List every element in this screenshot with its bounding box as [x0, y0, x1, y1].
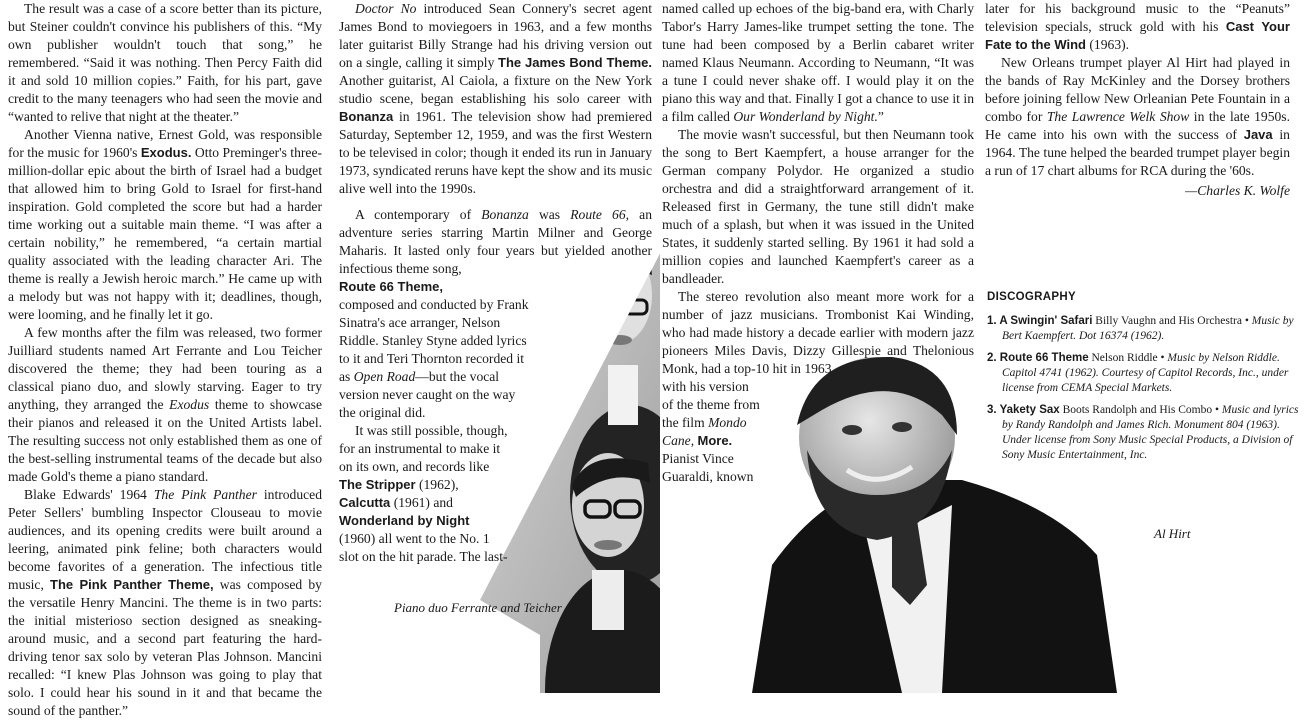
paragraph: The movie wasn't successful, but then Neumann took the song to Bert Kaempfert, a house arranger for the German company Polydor. He organized a studio orchestra and did a straightforward arrangement of it. Released first in Germany, the tune still didn't make much of a splash, but when it was issued in the United States, it suddenly started selling. By 1961 it had sold a million copies and launched Kaempfert's career as a bandleader.: [662, 127, 974, 286]
article-column-2: [339, 0, 652, 566]
photo-caption-ferrante-teicher: Piano duo Ferrante and Teicher: [394, 600, 562, 615]
discography-heading: DISCOGRAPHY: [987, 291, 1076, 303]
article-column-1: [8, 0, 322, 720]
paragraph: Another Vienna native, Ernest Gold, was responsible for the music for 1960's Exodus. Otto Preminger's three-million-dollar epic about the birth of Israel had a budget that allowed him to bring Gold to Israel for first-hand inspiration. Gold completed the score but had a harder time working out a suitable main theme. “I was after a certain nobility,” he remembered, “a certain martial quality associated with the leading character Ari. The theme is really a Jewish heroic march.” He came up with a melody but was not happy with it; deadlines, though, were looming, and he finally let it go.: [8, 127, 323, 322]
paragraph: Route 66 Theme,: [339, 279, 444, 294]
paragraph: Blake Edwards' 1964 The Pink Panther introduced Peter Sellers' bumbling Inspector Clouseau to movie audiences, and its opening credits were built around a leering, animated pink feline; both characters would become favorites of a generation. The infectious title music, The Pink Panther Theme, was composed by the versatile Henry Mancini. The theme is in two parts: the initial misterioso section designed as sneaking-around music, and a second part featuring the hard-driving tenor sax solo by veteran Plas Johnson. Mancini recalled: “I knew Plas Johnson was going to play that solo. I could hear his sound in it and that became the sound of the panther.”: [8, 487, 322, 718]
article-column-3: [662, 0, 974, 486]
paragraph: A few months after the film was released, two former Juilliard students named Art Ferrante and Lou Teicher discovered the theme; they had been touring as a classical piano duo, and slowly starving. Eager to try anything, they arranged the Exodus theme to showcase their pianos and released it on the United Artists label. The resulting success not only established them as one of the best-selling instrumental teams of the decade but also made Gold's theme a piano standard.: [8, 325, 323, 484]
paragraph: named called up echoes of the big-band era, with Charly Tabor's Harry James-like trumpet setting the tone. The tune had been composed by a Berlin cabaret writer named Klaus Neumann. According to Neumann, “It was a tune I could never shake off. I would play it on the piano this way and that. Finally I got a chance to use it in a film called Our Wonderland by Night.”: [662, 1, 974, 124]
paragraph: It was still possible, though, for an instrumental to make it on its own, and records like The Stripper (1962), Calcutta (1961) and Wonderland by Night (1960) all went to the No. 1 slot on the hit parade. The last-: [339, 423, 508, 564]
author-signature: —Charles K. Wolfe: [1185, 183, 1290, 198]
discography-entry: 1. A Swingin' Safari Billy Vaughn and His Orchestra • Music by Bert Kaempfert. Dot 16374 (1962).: [987, 315, 1294, 342]
paragraph: New Orleans trumpet player Al Hirt had played in the bands of Ray McKinley and the Dorsey brothers before joining fellow New Orleanian Pete Fountain in a combo for The Lawrence Welk Show in the late 1950s. He came into his own with the success of Java in 1964. The tune helped the bearded trumpet player begin a run of 17 chart albums for RCA during the '60s.: [985, 55, 1290, 178]
paragraph: composed and conducted by Frank Sinatra's ace arranger, Nelson Riddle. Stanley Styne added lyrics to it and Teri Thornton recorded it as Open Road—but the vocal version never caught on the way the original did.: [339, 297, 529, 420]
paragraph: with his version of the theme from the film Mondo Cane, More. Pianist Vince Guaraldi, known: [662, 379, 760, 484]
discography-entry: 3. Yakety Sax Boots Randolph and His Combo • Music and lyrics by Randy Randolph and James Rich. Monument 804 (1963). Under license from Sony Music Special Products, a Division of Sony Music Entertainment, Inc.: [987, 404, 1299, 461]
paragraph: The stereo revolution also meant more work for a number of jazz musicians. Trombonist Kai Winding, who had made history a decade earlier with modern jazz pioneers Miles Davis, Dizzy Gillespie and Thelonious Monk, had a top-10 hit in 1963: [662, 289, 974, 376]
paragraph: Doctor No introduced Sean Connery's secret agent James Bond to moviegoers in 1963, and a few months later guitarist Billy Strange had his driving version out on a single, calling it simply The James Bond Theme. Another guitarist, Al Caiola, a fixture on the New York studio scene, began establishing his solo career with Bonanza in 1961. The television show had premiered Saturday, September 12, 1959, and was the first Western to be televised in color; though it ended its run in January 1973, syndicated reruns have kept the show and its music alive well into the 1990s.: [339, 1, 652, 196]
article-column-4: [985, 0, 1290, 200]
paragraph: A contemporary of Bonanza was Route 66, an adventure series starring Martin Milner and George Maharis. It lasted only four years but yielded another infectious theme song,: [339, 207, 652, 276]
discography-box: [987, 290, 1299, 470]
paragraph: later for his background music to the “Peanuts” television specials, struck gold with his Cast Your Fate to the Wind (1963).: [985, 1, 1290, 52]
discography-entry: 2. Route 66 Theme Nelson Riddle • Music by Nelson Riddle. Capitol 4741 (1962). Courtesy of Capitol Records, Inc., under license from CEMA Special Markets.: [987, 352, 1289, 394]
paragraph: The result was a case of a score better than its picture, but Steiner couldn't convince his publishers of this. “My own publisher wouldn't touch that song,” he remembered. “Said it was nothing. Then Percy Faith did it and sold 10 million copies.” Faith, for his part, gave credit to the many teenagers who had seen the movie and “wanted to relive that night at the theater.”: [8, 1, 322, 124]
photo-caption-al-hirt: Al Hirt: [1154, 526, 1191, 541]
